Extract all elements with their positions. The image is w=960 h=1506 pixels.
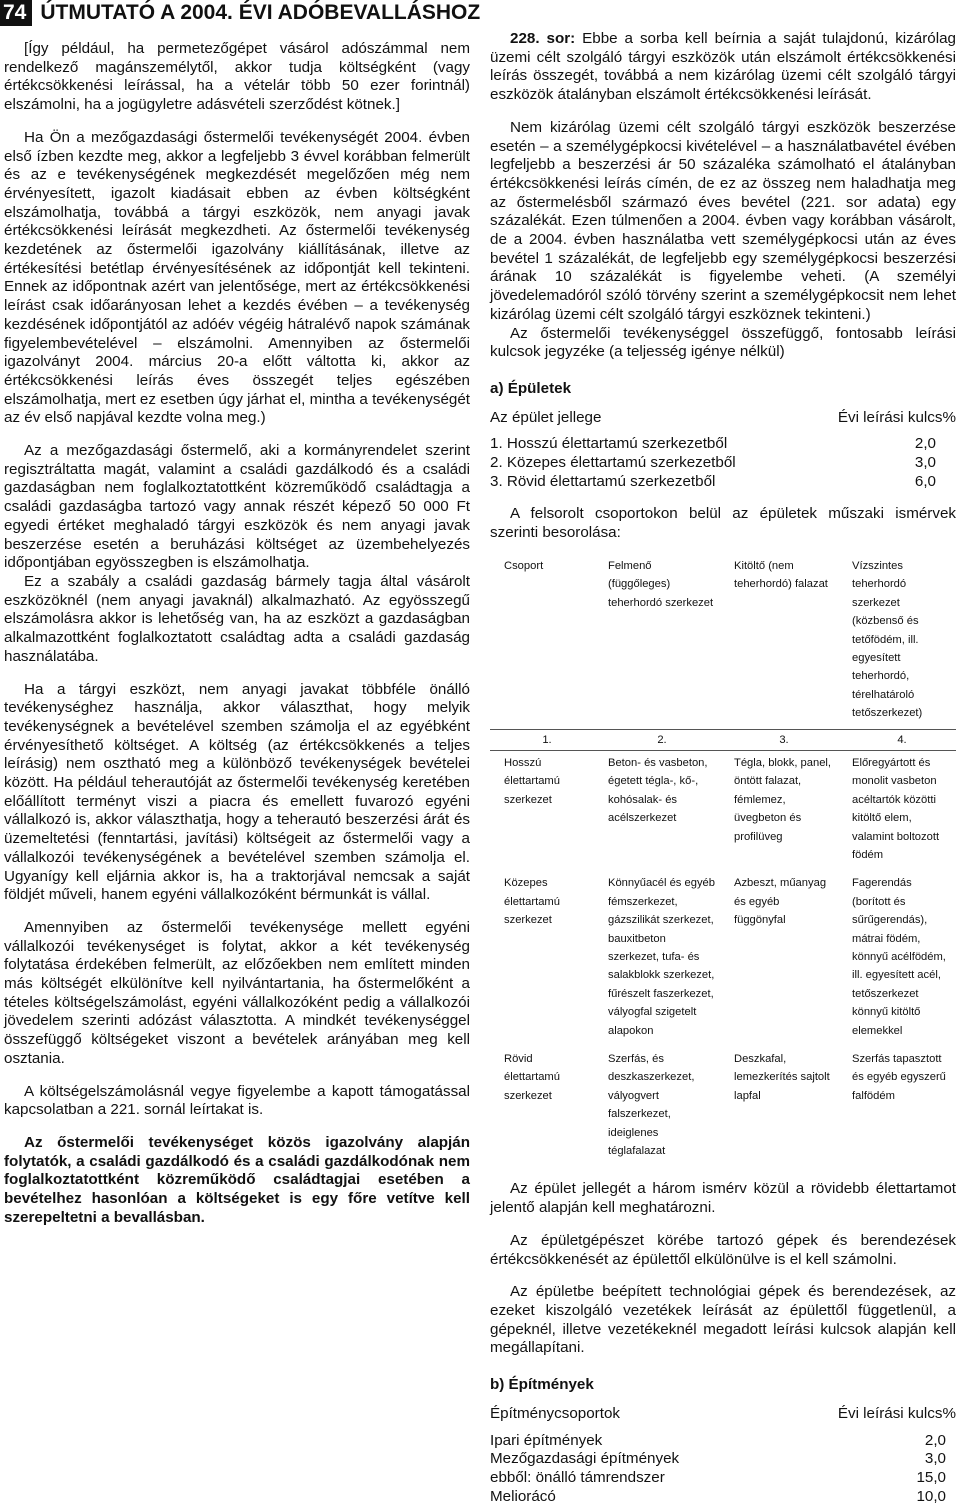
rate-row — [490, 473, 956, 492]
table-cell: Tégla, blokk, panel, öntött falazat, fémlemez, üvegbeton és profilüveg — [734, 756, 832, 843]
rate-row — [490, 454, 956, 473]
table-cell: Rövid élettartamú szerkezet — [504, 1053, 560, 1102]
table-header-cell: Vízszintes teherhordó szerkezet (közbenső és tetőfödém, ill. egyesített teherhordó, térelhatároló tetőszerkezet) — [852, 559, 923, 720]
table-cell: Szerfás, és deszkaszerkezet, vályogvert falszerkezet, ideiglenes téglafalazat — [608, 1053, 695, 1158]
paragraph: Ez a szabály a családi gazdaság bármely tagja által vásárolt eszközöknél (nem anyagi javaknál) alkalmazható. Az egyösszegű elszámolásra akkor is lehetőség van, ha az eszközt a gazdaságban alkalmazottként foglalkoztatott családtag adta a családi gazdaság használatába. — [4, 572, 470, 665]
rate-value: 3,0 — [914, 454, 936, 472]
table-cell: Beton- és vasbeton, égetett tégla-, kő-, kohósalak- és acélszerkezet — [608, 756, 708, 825]
table-header-cell: Kitöltő (nem teherhordó) falazat — [734, 559, 828, 591]
page-header — [0, 0, 480, 26]
paragraph: Az épület jellegét a három ismérv közül a rövidebb élettartamot jelentő alapján kell meghatározni. — [490, 1180, 956, 1217]
column-number: 2. — [594, 729, 720, 750]
rate-value: 15,0 — [916, 1468, 946, 1486]
rate-label: Ipari építmények — [490, 1431, 603, 1449]
left-column — [4, 40, 470, 1227]
paragraph: Az őstermelői tevékenységgel összefüggő, fontosabb leírási kulcsok jegyzéke (a teljesség igénye nélkül) — [490, 324, 956, 361]
paragraph: [Így például, ha permetezőgépet vásárol adószámmal nem rendelkező magánszemélytől, akkor tudja költségként (vagy értékcsökkenési leírással, ha a vételár több 50 ezer forintnál) elszámolni, ha a jogügyletre adásvételi szerződést kötnek.] — [4, 40, 470, 114]
table-header-row — [490, 557, 956, 729]
rate-label: Meliorácó — [490, 1487, 556, 1505]
rate-label: Mezőgazdasági építmények — [490, 1450, 680, 1468]
page-title: ÚTMUTATÓ A 2004. ÉVI ADÓBEVALLÁSHOZ — [40, 1, 481, 24]
paragraph: A felsorolt csoportokon belül az épületek műszaki ismérvek szerinti besorolása: — [490, 505, 956, 542]
table-cell: Hosszú élettartamú szerkezet — [504, 756, 560, 806]
right-column — [490, 30, 956, 1506]
rate-row — [490, 1488, 956, 1506]
paragraph: Az épületgépészet körébe tartozó gépek és berendezések értékcsökkenését az épülettől elkülönülve is el kell számolni. — [490, 1231, 956, 1268]
column-number: 4. — [838, 729, 956, 750]
rates-header-left: Az épület jellege — [490, 408, 602, 426]
rate-row — [490, 1432, 956, 1451]
column-number: 3. — [720, 729, 838, 750]
paragraph: Amennyiben az őstermelői tevékenysége mellett egyéni vállalkozói tevékenységet is folytat, akkor a két tevékenység folytatása érdekében felmerült, az előzőekben nem említett minden más költségét elkülönítve kell nyilvántartania, ha őstermelőként a tételes költségelszámolást, egyéni vállalkozóként pedig a vállalkozói jövedelem szerinti adózást választotta. A mindkét tevékenységgel összefüggő költségeket viszont a bevételek arányában meg kell osztania. — [4, 918, 470, 1067]
rate-row — [490, 1450, 956, 1469]
table-cell: Szerfás tapasztott és egyéb egyszerű falfödém — [852, 1053, 946, 1102]
rates-header-b — [490, 1405, 956, 1424]
section-title-b: b) Építmények — [490, 1376, 594, 1394]
paragraph: Az a mezőgazdasági őstermelő, aki a kormányrendelet szerint regisztráltatta magát, valamint a családi gazdálkodó és a családi gazdaságban nem foglalkoztatottként közreműködő családtagja a családi gazdaságba tartozó vagy annak részét képező 50 000 Ft egyedi értéket meghaladó tárgyi eszközök és nem anyagi javak beszerzése esetén a beruházási költséget az üzembehelyezés időpontjában egyösszegben is elszámolhatja. — [4, 442, 470, 572]
rate-label: 2. Közepes élettartamú szerkezetből — [490, 454, 736, 472]
rates-header-right: Évi leírási kulcs% — [837, 408, 956, 426]
table-cell: Fagerendás (borított és sűrűgerendás), mátrai födém, könnyű acélfödém, ill. egyesített acél, tetőszerkezet könnyű kitöltő elemekkel — [852, 877, 946, 1037]
paragraph: A költségelszámolásnál vegye figyelembe a kapott támogatással kapcsolatban a 221. sornál leírtakat is. — [4, 1082, 470, 1119]
rates-header-right: Évi leírási kulcs% — [837, 1404, 956, 1422]
table-row — [490, 750, 956, 870]
section-title-a: a) Épületek — [490, 379, 572, 397]
table-cell: Közepes élettartamú szerkezet — [504, 877, 560, 927]
bold-paragraph: Az őstermelői tevékenységet közös igazolvány alapján folytatók, a családi gazdálkodó és a családi gazdálkodónak nem foglalkoztatottként közreműködő családtagjai esetében a bevételhez hasonlóan a költségeket is egy főre vetítve kell szerepeltetni a bevallásban. — [4, 1133, 470, 1226]
rate-label: 1. Hosszú élettartamú szerkezetből — [490, 435, 728, 453]
rate-row — [490, 1469, 956, 1488]
rate-label: 3. Rövid élettartamú szerkezetből — [490, 472, 716, 490]
paragraph: Az épületbe beépített technológiai gépek és berendezések, az ezeket kiszolgáló vezetékek leírását az épülettől függetlenül, a gépeknél, illetve vezetékeknél megadott leírási kulcsok alapján kell megállapítani. — [490, 1283, 956, 1357]
table-cell: Azbeszt, műanyag és egyéb függönyfal — [734, 877, 827, 927]
rate-value: 3,0 — [924, 1450, 946, 1468]
table-cell: Könnyűacél és egyéb fémszerkezet, gázszilikát szerkezet, bauxitbeton szerkezet, tufa- és salakblokk szerkezet, fűrészelt faszerkezet, vályogfal szigetelt alapokon — [608, 877, 715, 1037]
paragraph — [490, 30, 956, 105]
table-row — [490, 870, 956, 1046]
paragraph: Nem kizárólag üzemi célt szolgáló tárgyi eszközök beszerzése esetén – a személygépkocsi kivételével – a használatbavétel évében legfeljebb a beszerzési ár 50 százaléka számolható el átalányban értékcsökkenési leírás címén, de ez az összeg nem haladhatja meg az őstermelésből származó éves bevétel (221. sor adata) egy százalékát. Ezen túlmenően a 2004. évben vagy korábban vásárolt, de a 2004. évben használatba vett személygépkocsi után az éves bevétel 1 százalékát, de legfeljebb egy személygépkocsi beszerzési árának 10 százalékát is figyelembe veheti. (A személyi jövedelemadóról szóló törvény szerint a személygépkocsit nem lehet kizárólag üzemi célt szolgáló tárgyi eszköznek tekinteni.) — [490, 118, 956, 323]
row-reference: 228. sor: — [510, 30, 576, 47]
table-header-cell: Felmenő (függőleges) teherhordó szerkezet — [608, 559, 714, 609]
building-category-table — [490, 557, 956, 1167]
rates-header-left: Építménycsoportok — [490, 1404, 620, 1422]
rate-label: ebből: önálló támrendszer — [490, 1468, 665, 1486]
rate-value: 2,0 — [914, 435, 936, 453]
rate-value: 2,0 — [924, 1431, 946, 1449]
table-cell: Előregyártott és monolit vasbeton acéltartók közötti kitöltő elem, valamint boltozott födém — [852, 756, 940, 861]
paragraph: Ha a tárgyi eszközt, nem anyagi javakat többféle önálló tevékenységhez használja, akkor választhat, hogy melyik tevékenységnek a bevételével szemben számolja el az egyébként érvényesíthető költséget. A költség (az értékcsökkenés a teljes leírásig) nem osztható meg a különböző tevékenységek bevételei között. Ha például teherautóját az őstermelői tevékenység keretében előállított terményt viszi a piacra és emellett fuvarozó egyéni vállalkozó is, akkor választhatja, hogy a teherautó beszerzési árát és üzemeltetési (fenntartási, javítási) költségeit az őstermelői vagy a vállalkozói tevékenységének a bevételével szemben számolja el. Ugyanígy kell eljárnia akkor is, ha a traktorjával nemcsak a saját földjét műveli, hanem egyéni vállalkozóként bérmunkát is vállal. — [4, 680, 470, 904]
rate-value: 10,0 — [916, 1487, 946, 1505]
rates-header-a — [490, 409, 956, 428]
column-number: 1. — [490, 729, 594, 750]
rate-value: 6,0 — [914, 472, 936, 490]
paragraph: Ha Ön a mezőgazdasági őstermelői tevékenységét 2004. évben első ízben kezdte meg, akkor a legfeljebb 3 évvel korábban felmerült és az e tevékenységének megkezdését megelőzően még nem érvényesített, igazolt kiadásait ebben az évben költségként elszámolhatja, továbbá a tárgyi eszközök, nem anyagi javak értékcsökkenési leírását megkezdheti. Az őstermelői tevékenység kezdetének az őstermelői igazolvány kiállításának, illetve az értékesítési betétlap érvényesítésének az időpontját kell tekinteni. Ennek az időpontnak azért van jelentősége, mert az értékcsökkenési leírást csak időarányosan lehet a kezdés évében – a tevékenység kezdésének időpontjától az adóév végéig hátralévő napok számának figyelembevételével – elszámolni. Amennyiben az őstermelői igazolványt 2004. március 20-a előtt váltotta ki, akkor az értékcsökkenési leírás éves összegét teljes egészében elszámolhatja, mert ez esetben úgy járhat el, mintha a tevékenységét az év első napjával kezdte volna meg.) — [4, 128, 471, 427]
page-number: 74 — [0, 0, 32, 26]
table-number-row — [490, 729, 956, 750]
table-cell: Deszkafal, lemezkerítés sajtolt lapfal — [734, 1053, 830, 1102]
paragraph-text: Ebbe a sorba kell beírnia a saját tulajdonú, kizárólag üzemi célt szolgáló tárgyi eszközök után elszámolt értékcsökkenési leírás összegét, továbbá a nem kizárólag üzemi célt szolgáló tárgyi eszközök átalányban elszámolt értékcsökkenési leírását. — [490, 30, 956, 104]
table-row — [490, 1046, 956, 1166]
table-header-cell: Csoport — [504, 559, 544, 572]
rate-row — [490, 435, 956, 454]
